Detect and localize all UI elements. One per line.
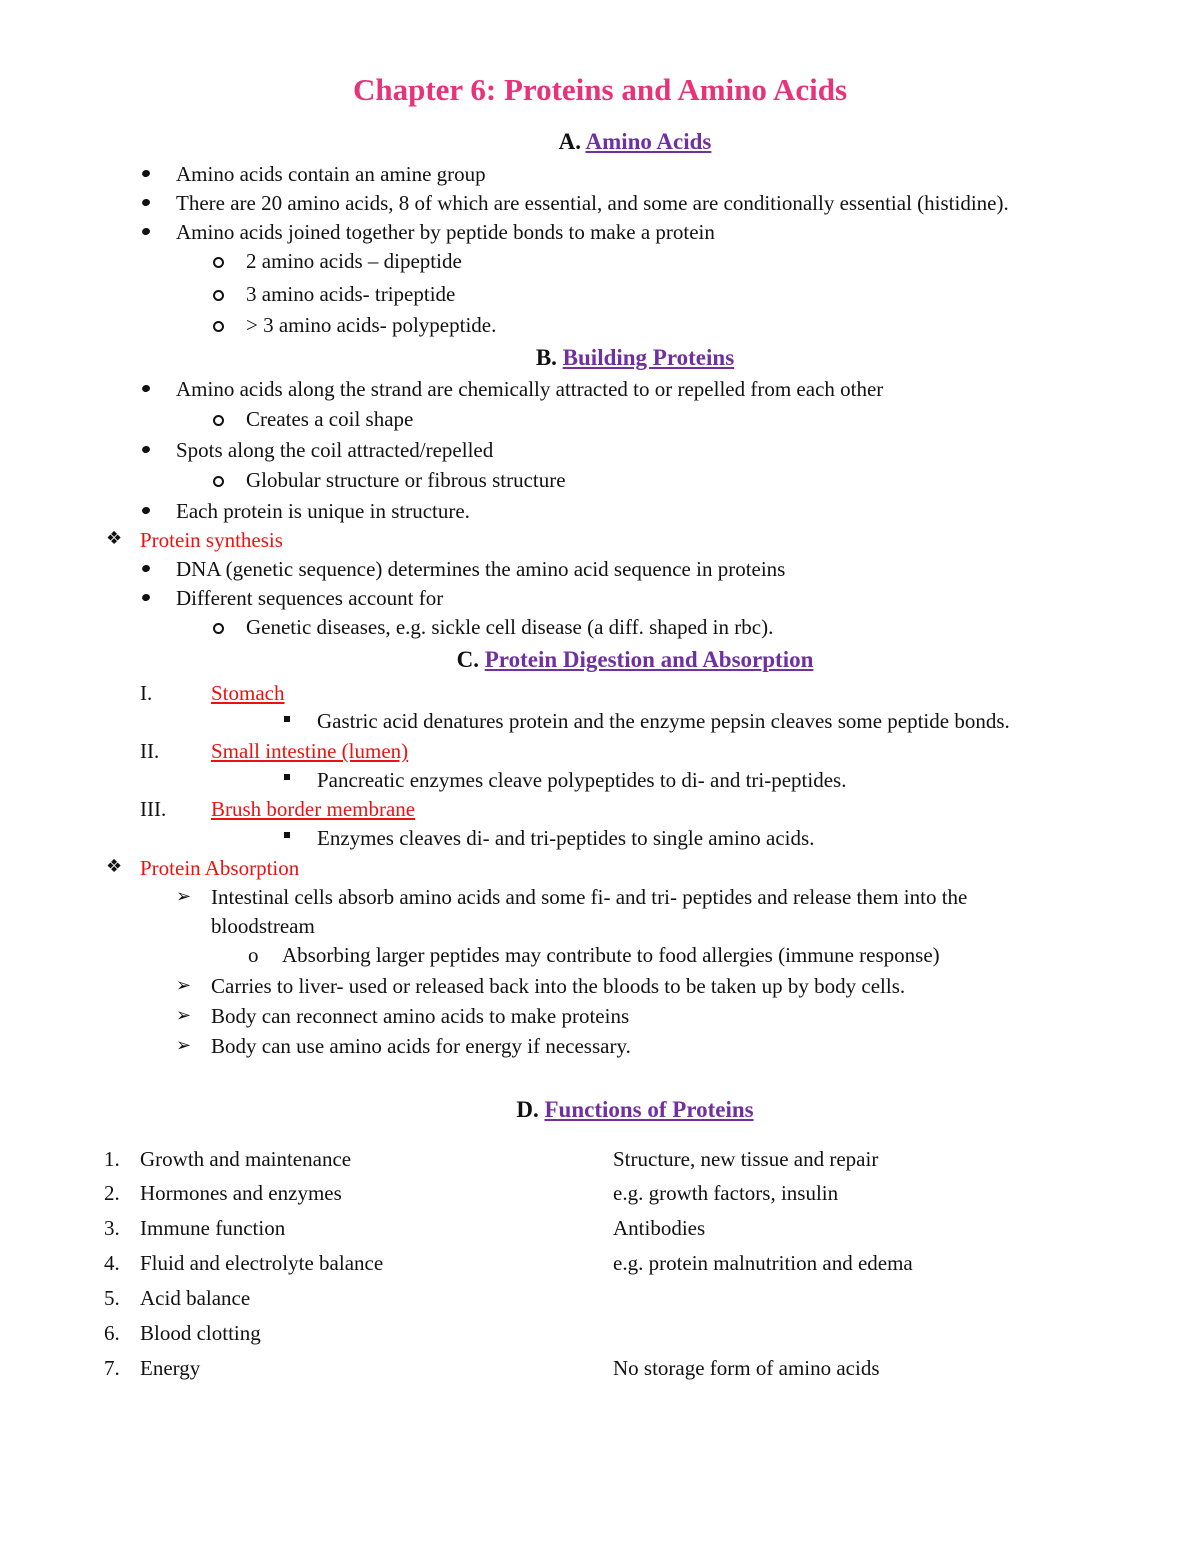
subsection-label: Protein Absorption (140, 856, 300, 880)
function-name: Hormones and enzymes (140, 1181, 342, 1205)
function-note: No storage form of amino acids (613, 1356, 880, 1380)
section-letter: C. (456, 647, 479, 672)
list-item: Each protein is unique in structure. (176, 499, 470, 523)
bullet-icon (141, 198, 151, 207)
section-letter: A. (558, 129, 581, 154)
function-name: Fluid and electrolyte balance (140, 1251, 384, 1275)
roman-numeral: II. (140, 739, 160, 763)
list-item: Body can use amino acids for energy if necessary. (211, 1034, 631, 1058)
roman-numeral: I. (140, 681, 153, 705)
section-b-heading (0, 345, 1200, 371)
list-item: Intestinal cells absorb amino acids and some fi- and tri- peptides and release them into the (211, 885, 968, 909)
list-item: Absorbing larger peptides may contribute to food allergies (immune response) (282, 943, 940, 967)
list-item: Body can reconnect amino acids to make proteins (211, 1004, 630, 1028)
function-name: Immune function (140, 1216, 286, 1240)
circle-bullet-icon (213, 476, 224, 487)
list-item: Genetic diseases, e.g. sickle cell disease (a diff. shaped in rbc). (246, 615, 774, 639)
square-bullet-icon (284, 774, 290, 780)
section-letter: D. (516, 1097, 539, 1122)
four-diamond-icon: ❖ (106, 528, 123, 549)
page-title: Chapter 6: Proteins and Amino Acids (352, 72, 848, 107)
list-item: Amino acids along the strand are chemically attracted to or repelled from each other (176, 377, 884, 401)
four-diamond-icon: ❖ (106, 856, 123, 877)
bullet-icon (141, 169, 151, 178)
circle-bullet-icon (213, 321, 224, 332)
section-title-link[interactable]: Functions of Proteins (544, 1097, 754, 1122)
list-item: Globular structure or fibrous structure (246, 468, 566, 492)
section-a-heading (0, 129, 1200, 155)
list-item: There are 20 amino acids, 8 of which are essential, and some are conditionally essential (histidine). (176, 191, 1009, 215)
function-name: Acid balance (140, 1286, 251, 1310)
section-title-link[interactable]: Amino Acids (585, 129, 712, 154)
list-item: Gastric acid denatures protein and the enzyme pepsin cleaves some peptide bonds. (317, 709, 1010, 733)
square-bullet-icon (284, 716, 290, 722)
step-link[interactable]: Brush border membrane (211, 797, 416, 821)
list-item: DNA (genetic sequence) determines the amino acid sequence in proteins (176, 557, 786, 581)
arrowhead-icon: ➢ (176, 1005, 192, 1026)
list-item-continuation: bloodstream (211, 914, 315, 938)
list-item: 3 amino acids- tripeptide (246, 282, 456, 306)
step-link[interactable]: Small intestine (lumen) (211, 739, 409, 763)
square-bullet-icon (284, 832, 290, 838)
function-note: Structure, new tissue and repair (613, 1147, 879, 1171)
bullet-icon (141, 593, 151, 602)
list-number: 5. (104, 1286, 120, 1310)
bullet-icon (141, 445, 151, 454)
arrowhead-icon: ➢ (176, 975, 192, 996)
function-note: e.g. growth factors, insulin (613, 1181, 839, 1205)
list-number: 2. (104, 1181, 120, 1205)
circle-bullet-icon (213, 290, 224, 301)
list-number: 1. (104, 1147, 120, 1171)
bullet-icon (141, 506, 151, 515)
list-item: Pancreatic enzymes cleave polypeptides to di- and tri-peptides. (317, 768, 847, 792)
function-name: Blood clotting (140, 1321, 261, 1345)
section-title-link[interactable]: Building Proteins (562, 345, 735, 370)
circle-bullet-icon (213, 257, 224, 268)
list-number: 6. (104, 1321, 120, 1345)
list-number: 4. (104, 1251, 120, 1275)
list-item: Carries to liver- used or released back into the bloods to be taken up by body cells. (211, 974, 906, 998)
arrowhead-icon: ➢ (176, 1035, 192, 1056)
list-item: 2 amino acids – dipeptide (246, 249, 462, 273)
list-item: Spots along the coil attracted/repelled (176, 438, 494, 462)
bullet-icon (141, 227, 151, 236)
list-item: > 3 amino acids- polypeptide. (246, 313, 497, 337)
function-note: e.g. protein malnutrition and edema (613, 1251, 913, 1275)
list-item: Enzymes cleaves di- and tri-peptides to single amino acids. (317, 826, 815, 850)
list-item: Different sequences account for (176, 586, 444, 610)
list-item: Creates a coil shape (246, 407, 414, 431)
section-d-heading (0, 1097, 1200, 1123)
step-link[interactable]: Stomach (211, 681, 285, 705)
function-name: Energy (140, 1356, 201, 1380)
arrowhead-icon: ➢ (176, 886, 192, 907)
list-item: Amino acids contain an amine group (176, 162, 486, 186)
subsection-label: Protein synthesis (140, 528, 283, 552)
list-item: Amino acids joined together by peptide bonds to make a protein (176, 220, 715, 244)
bullet-icon (141, 384, 151, 393)
section-letter: B. (535, 345, 557, 370)
list-number: 3. (104, 1216, 120, 1240)
hollow-bullet-icon: o (248, 943, 259, 967)
circle-bullet-icon (213, 623, 224, 634)
function-note: Antibodies (613, 1216, 706, 1240)
section-c-heading (0, 647, 1200, 673)
section-title-link[interactable]: Protein Digestion and Absorption (484, 647, 814, 672)
list-number: 7. (104, 1356, 120, 1380)
bullet-icon (141, 564, 151, 573)
roman-numeral: III. (140, 797, 167, 821)
circle-bullet-icon (213, 415, 224, 426)
function-name: Growth and maintenance (140, 1147, 352, 1171)
